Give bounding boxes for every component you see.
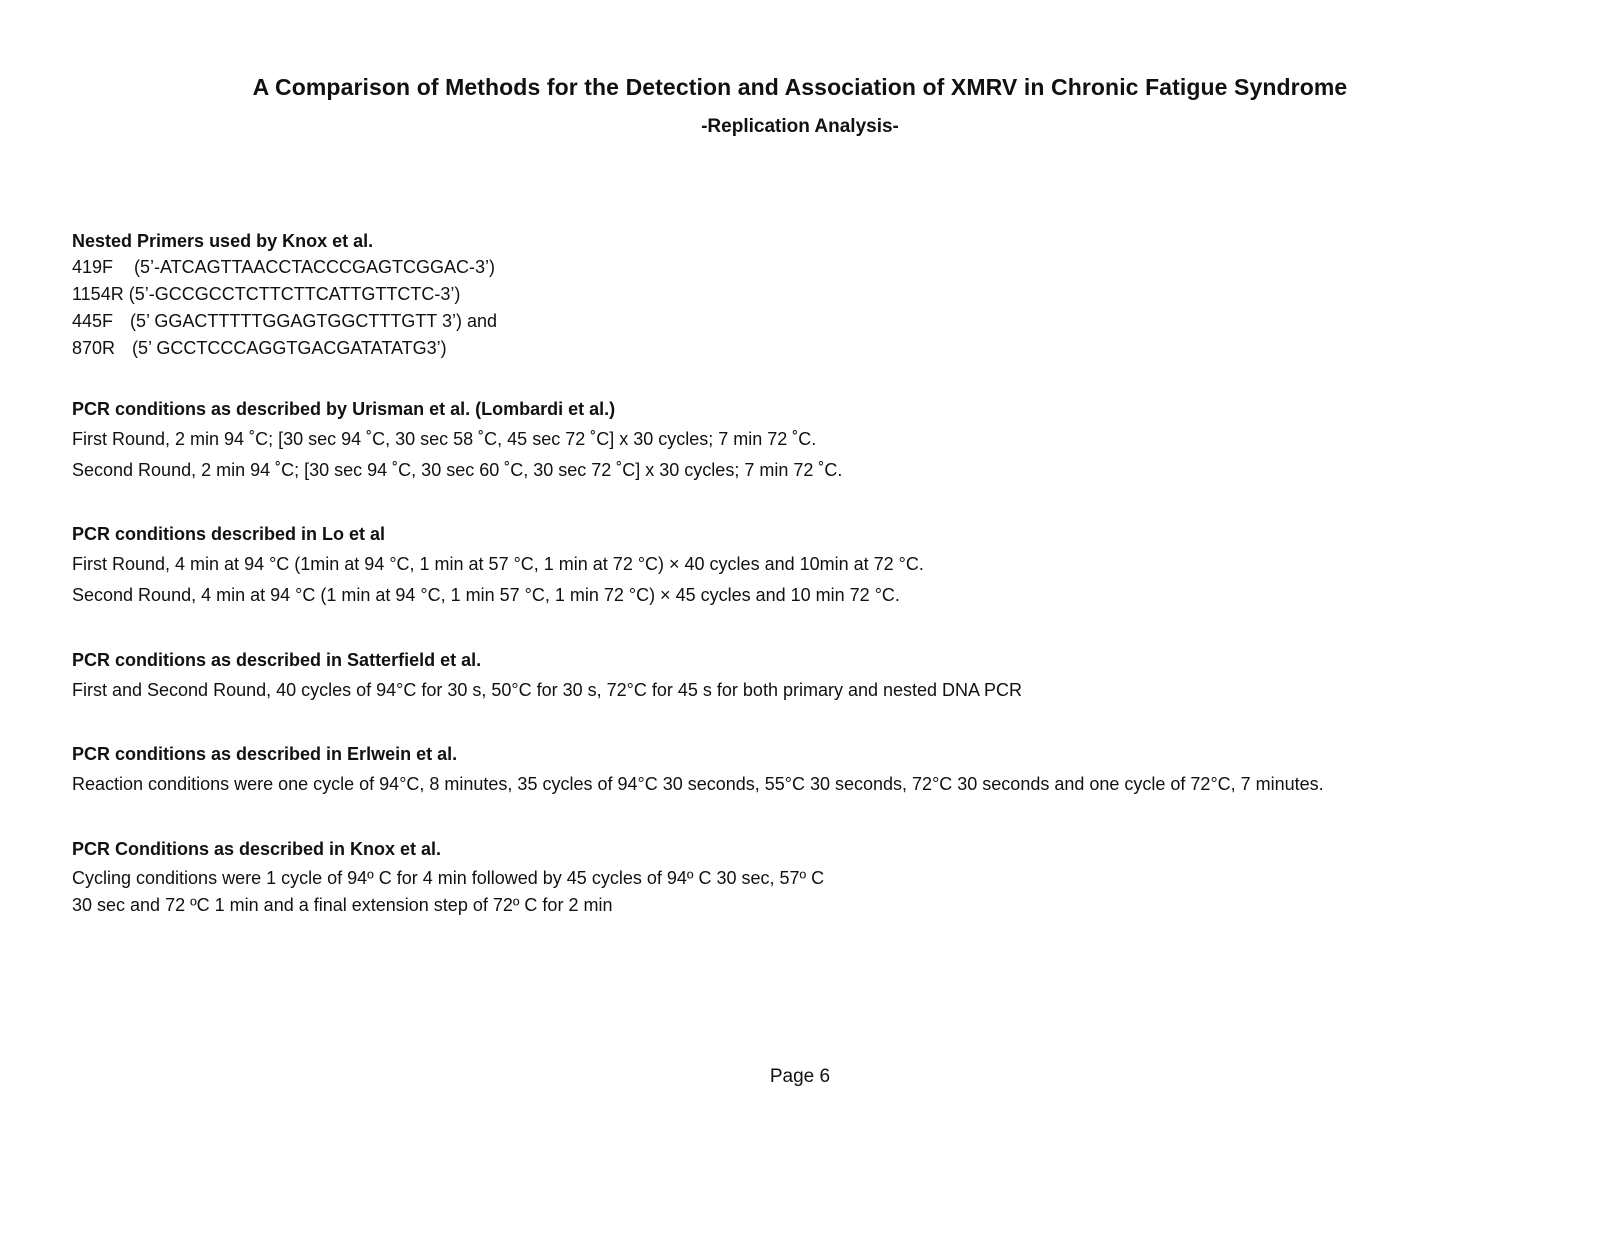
section-line: First Round, 4 min at 94 °C (1min at 94 °C, 1 min at 57 °C, 1 min at 72 °C) × 40 cycles and 10min at 72 °C.	[72, 554, 924, 574]
section-heading: PCR conditions as described in Erlwein et al.	[72, 744, 458, 764]
primer-sequence: (5’ GCCTCCCAGGTGACGATATATG3’)	[132, 338, 447, 358]
primer-line	[72, 254, 1572, 281]
document-subtitle: -Replication Analysis-	[701, 116, 899, 137]
section-line: Reaction conditions were one cycle of 94°C, 8 minutes, 35 cycles of 94°C 30 seconds, 55°C 30 seconds, 72°C 30 seconds and one cycle of 72°C, 7 minutes.	[72, 774, 1324, 794]
section-heading: PCR conditions described in Lo et al	[72, 524, 386, 544]
primer-name: 419F	[72, 257, 114, 277]
primer-sequence: (5’ GGACTTTTTGGAGTGGCTTTGTT 3’) and	[130, 311, 498, 331]
section-line: 30 sec and 72 ºC 1 min and a final extension step of 72º C for 2 min	[72, 895, 613, 915]
section-lo	[72, 523, 1572, 611]
primer-name: 870R	[72, 338, 116, 358]
section-heading: PCR conditions as described in Satterfield et al.	[72, 650, 482, 670]
section-heading: PCR Conditions as described in Knox et al.	[72, 839, 442, 859]
page-number: Page 6	[769, 1066, 831, 1087]
primers-heading: Nested Primers used by Knox et al.	[72, 231, 374, 251]
section-heading: PCR conditions as described by Urisman et al. (Lombardi et al.)	[72, 399, 616, 419]
primer-line	[72, 335, 1572, 362]
document-title: A Comparison of Methods for the Detection and Association of XMRV in Chronic Fatigue Syndrome	[252, 74, 1348, 100]
primer-name: 445F	[72, 311, 114, 331]
section-erlwein	[72, 743, 1572, 800]
section-line: First Round, 2 min 94 ˚C; [30 sec 94 ˚C, 30 sec 58 ˚C, 45 sec 72 ˚C] x 30 cycles; 7 min 72 ˚C.	[72, 429, 817, 449]
section-urisman	[72, 398, 1572, 486]
primer-line	[72, 281, 1572, 308]
section-satterfield	[72, 649, 1572, 706]
section-line: Second Round, 2 min 94 ˚C; [30 sec 94 ˚C, 30 sec 60 ˚C, 30 sec 72 ˚C] x 30 cycles; 7 min 72 ˚C.	[72, 460, 843, 480]
section-line: Second Round, 4 min at 94 °C (1 min at 94 °C, 1 min 57 °C, 1 min 72 °C) × 45 cycles and 10 min 72 °C.	[72, 585, 900, 605]
primer-name: 1154R	[72, 284, 124, 304]
primer-sequence: (5’-ATCAGTTAACCTACCCGAGTCGGAC-3’)	[134, 257, 496, 277]
primer-sequence: (5’-GCCGCCTCTTCTTCATTGTTCTC-3’)	[128, 284, 461, 304]
section-line: Cycling conditions were 1 cycle of 94º C for 4 min followed by 45 cycles of 94º C 30 sec, 57º C	[72, 868, 825, 888]
primers-section	[72, 230, 1572, 362]
primer-line	[72, 308, 1572, 335]
section-line: First and Second Round, 40 cycles of 94°C for 30 s, 50°C for 30 s, 72°C for 45 s for both primary and nested DNA PCR	[72, 680, 1023, 700]
section-knox	[72, 838, 1572, 919]
